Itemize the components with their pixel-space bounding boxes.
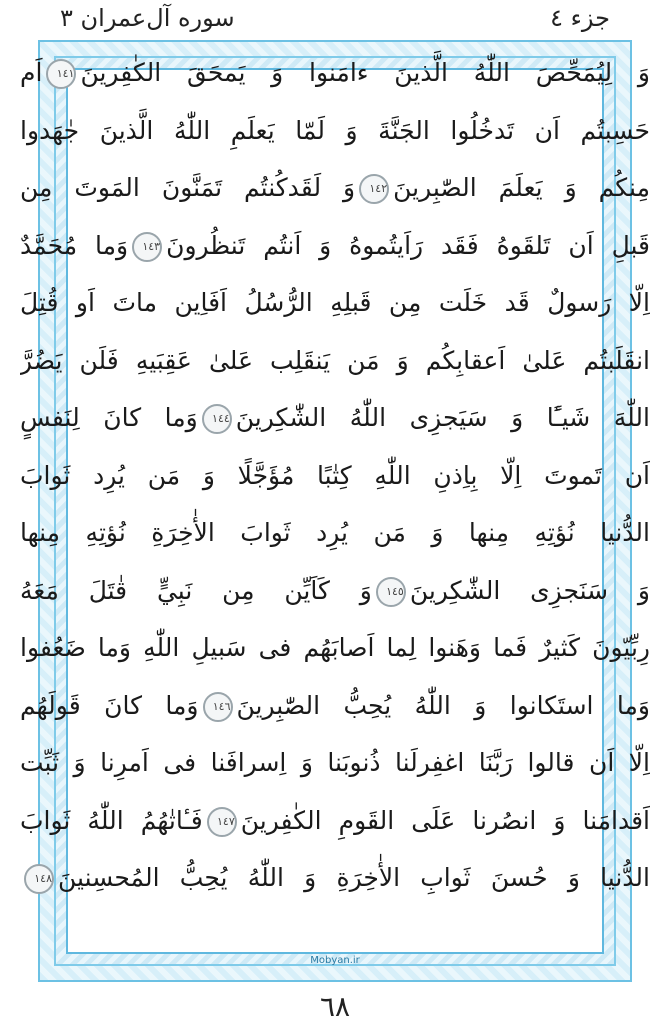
verse-text: وَما كانَ قَولَهُم bbox=[20, 690, 199, 720]
verse-text: الدُّنيا وَ حُسنَ ثَوابِ الأٰخِرَةِ وَ اللّٰهُ يُحِبُّ المُحسِنينَ bbox=[58, 863, 650, 892]
verse-text: اِلّا رَسولٌ قَد خَلَت مِن قَبلِهِ الرُّسُلُ اَفَاِين ماتَ اَو قُتِلَ bbox=[20, 288, 650, 317]
ayah-number-marker: ١٤٧ bbox=[207, 807, 237, 837]
verse-text: انقَلَبتُم عَلىٰ اَعقابِكُم وَ مَن يَنقَلِب عَلىٰ عَقِبَيهِ فَلَن يَضُرَّ bbox=[20, 345, 650, 375]
verse-line bbox=[20, 102, 650, 160]
verse-text: حَسِبتُم اَن تَدخُلُوا الجَنَّةَ وَ لَمّا يَعلَمِ اللّٰهُ الَّذينَ جٰهَدوا bbox=[20, 115, 650, 145]
verse-text: رِبِّيّونَ كَثيرٌ فَما وَهَنوا لِما اَصابَهُم فى سَبيلِ اللّٰهِ وَما ضَعُفوا bbox=[20, 633, 650, 662]
verse-line bbox=[20, 792, 650, 850]
quran-text bbox=[20, 44, 650, 907]
verse-line bbox=[20, 504, 650, 562]
verse-text: اللّٰهَ شَيـًٔا وَ سَيَجزِى اللّٰهُ الشّٰكِرينَ bbox=[235, 403, 650, 432]
verse-line bbox=[20, 44, 650, 102]
verse-text: اَم bbox=[20, 58, 43, 87]
verse-text: فَـٔاتٰهُمُ اللّٰهُ ثَوابَ bbox=[20, 805, 203, 835]
ayah-number-marker: ١٤٨ bbox=[24, 864, 54, 894]
surah-name: سوره آل‌عمران ٣ bbox=[60, 4, 235, 32]
page-number: ٦٨ bbox=[319, 990, 351, 1023]
page-header bbox=[0, 0, 670, 40]
verse-text: وَ سَنَجزِى الشّٰكِرينَ bbox=[409, 575, 650, 605]
verse-line bbox=[20, 562, 650, 620]
verse-line bbox=[20, 332, 650, 390]
ayah-number-marker: ١٤٥ bbox=[376, 577, 406, 607]
verse-text: وَ كَاَيِّن مِن نَبِيٍّ قٰتَلَ مَعَهُ bbox=[20, 575, 372, 605]
verse-text: مِنكُم وَ يَعلَمَ الصّٰبِرينَ bbox=[393, 173, 650, 202]
verse-text: وَما كانَ لِنَفسٍ bbox=[20, 403, 198, 432]
ayah-number-marker: ١٤٣ bbox=[132, 232, 162, 262]
verse-line bbox=[20, 274, 650, 332]
verse-line bbox=[20, 849, 650, 907]
verse-text: وَما مُحَمَّدٌ bbox=[20, 230, 129, 260]
verse-line bbox=[20, 447, 650, 505]
verse-line bbox=[20, 159, 650, 217]
verse-text: اَقدامَنا وَ انصُرنا عَلَى القَومِ الكٰفِرينَ bbox=[240, 805, 650, 835]
verse-text: وَ لِيُمَحِّصَ اللّٰهُ الَّذينَ ءامَنوا وَ يَمحَقَ الكٰفِرينَ bbox=[80, 58, 650, 87]
verse-line bbox=[20, 619, 650, 677]
verse-line bbox=[20, 677, 650, 735]
ayah-number-marker: ١٤١ bbox=[46, 59, 76, 89]
verse-line bbox=[20, 389, 650, 447]
verse-text: الدُّنيا نُؤتِهِ مِنها وَ مَن يُرِد ثَوابَ الأٰخِرَةِ نُؤتِهِ مِنها bbox=[20, 518, 650, 547]
verse-line bbox=[20, 217, 650, 275]
ayah-number-marker: ١٤٢ bbox=[359, 174, 389, 204]
ayah-number-marker: ١٤٦ bbox=[203, 692, 233, 722]
verse-line bbox=[20, 734, 650, 792]
verse-text: قَبلِ اَن تَلقَوهُ فَقَد رَاَيتُموهُ وَ اَنتُم تَنظُرونَ bbox=[166, 230, 650, 260]
ayah-number-marker: ١٤٤ bbox=[202, 404, 232, 434]
verse-text: وَ لَقَدكُنتُم تَمَنَّونَ المَوتَ مِن bbox=[20, 173, 356, 202]
verse-text: اِلّا اَن قالوا رَبَّنَا اغفِرلَنا ذُنوبَنا وَ اِسرافَنا فى اَمرِنا وَ ثَبِّت bbox=[20, 748, 650, 777]
juz-number: جزء ٤ bbox=[550, 4, 610, 32]
brand-watermark: Mobyan.ir bbox=[310, 955, 360, 966]
verse-text: اَن تَموتَ اِلّا بِاِذنِ اللّٰهِ كِتٰبًا مُؤَجَّلًا وَ مَن يُرِد ثَوابَ bbox=[20, 460, 650, 490]
verse-text: وَما استَكانوا وَ اللّٰهُ يُحِبُّ الصّٰبِرينَ bbox=[236, 690, 650, 720]
